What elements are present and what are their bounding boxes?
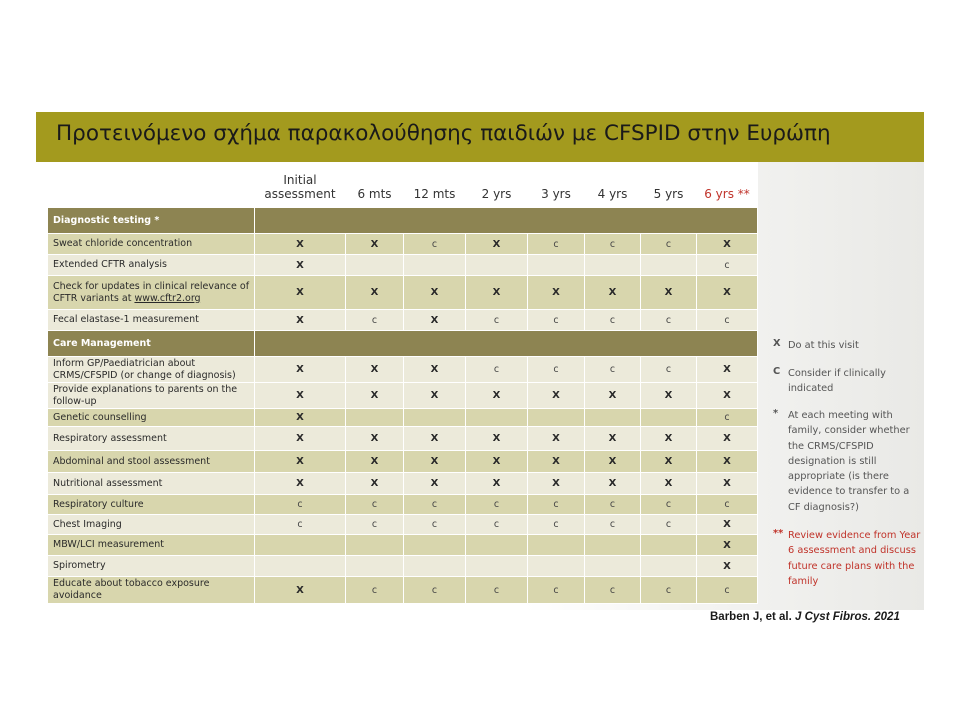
- table-cell: c: [528, 357, 585, 383]
- table-cell: X: [346, 473, 404, 495]
- table-cell: X: [404, 276, 466, 310]
- table-cell: X: [346, 357, 404, 383]
- column-header: 2 yrs: [466, 163, 528, 208]
- table-cell: X: [346, 383, 404, 409]
- table-cell: c: [346, 515, 404, 535]
- legend-text: At each meeting with family, consider whether the CRMS/CFSPID designation is still appropriate (is there evidence to transfer to a CF diagnosis?): [788, 410, 910, 513]
- table-cell: X: [697, 357, 758, 383]
- table-cell: c: [346, 495, 404, 515]
- table-cell: X: [404, 473, 466, 495]
- table-cell: X: [466, 383, 528, 409]
- table-cell: X: [404, 310, 466, 331]
- table-cell: X: [404, 427, 466, 451]
- table-cell: X: [697, 383, 758, 409]
- title-banner: [36, 112, 924, 162]
- section-header: Care Management: [48, 331, 255, 357]
- table-cell: [346, 409, 404, 427]
- table-row: [48, 276, 758, 310]
- table-cell: c: [404, 577, 466, 604]
- table-cell: X: [697, 234, 758, 255]
- table-cell: X: [697, 515, 758, 535]
- table-cell: c: [641, 310, 697, 331]
- legend-symbol: **: [773, 528, 784, 539]
- table-cell: X: [346, 427, 404, 451]
- row-label: Sweat chloride concentration: [48, 234, 255, 255]
- table-cell: X: [641, 383, 697, 409]
- table-cell: X: [585, 383, 641, 409]
- column-header: 3 yrs: [528, 163, 585, 208]
- table-cell: c: [255, 495, 346, 515]
- table-cell: [255, 535, 346, 556]
- row-label: Provide explanations to parents on the follow-up: [48, 383, 255, 409]
- column-header: 4 yrs: [585, 163, 641, 208]
- table-cell: [528, 535, 585, 556]
- legend-text: Review evidence from Year 6 assessment and discuss future care plans with the family: [788, 530, 921, 587]
- table-cell: [528, 409, 585, 427]
- citation: [710, 611, 900, 623]
- table-cell: X: [255, 357, 346, 383]
- column-header: 5 yrs: [641, 163, 697, 208]
- table-cell: [346, 535, 404, 556]
- table-cell: c: [466, 357, 528, 383]
- table-cell: c: [585, 515, 641, 535]
- table-row: [48, 357, 758, 383]
- table-cell: [466, 409, 528, 427]
- table-cell: X: [255, 255, 346, 276]
- table-cell: X: [697, 427, 758, 451]
- row-label: Educate about tobacco exposure avoidance: [48, 577, 255, 604]
- section-header: Diagnostic testing *: [48, 208, 255, 234]
- table-cell: X: [697, 535, 758, 556]
- column-header: 6 yrs **: [697, 163, 758, 208]
- table-cell: [641, 556, 697, 577]
- table-cell: X: [528, 276, 585, 310]
- legend-text: Consider if clinically indicated: [788, 368, 886, 395]
- table-cell: X: [697, 473, 758, 495]
- legend-symbol: *: [773, 408, 779, 419]
- table-cell: X: [255, 451, 346, 473]
- table-cell: [466, 255, 528, 276]
- citation-journal: J Cyst Fibros. 2021: [795, 611, 900, 623]
- table-cell: c: [528, 577, 585, 604]
- column-header: 12 mts: [404, 163, 466, 208]
- table-cell: [404, 255, 466, 276]
- cftr2-link[interactable]: www.cftr2.org: [134, 292, 201, 304]
- table-cell: c: [697, 409, 758, 427]
- table-cell: X: [466, 473, 528, 495]
- table-cell: c: [346, 577, 404, 604]
- table-cell: c: [404, 234, 466, 255]
- row-label: Check for updates in clinical relevance of CFTR variants at www.cftr2.org: [48, 276, 255, 310]
- table-cell: c: [585, 234, 641, 255]
- row-label: MBW/LCI measurement: [48, 535, 255, 556]
- table-cell: [346, 556, 404, 577]
- table-cell: [641, 409, 697, 427]
- table-cell: X: [404, 451, 466, 473]
- row-label: Nutritional assessment: [48, 473, 255, 495]
- table-cell: X: [585, 473, 641, 495]
- section-header-row: [48, 331, 758, 357]
- table-cell: c: [697, 577, 758, 604]
- table-cell: c: [528, 310, 585, 331]
- row-label: Respiratory assessment: [48, 427, 255, 451]
- table-cell: X: [641, 276, 697, 310]
- table-row: [48, 255, 758, 276]
- table-header-row: [48, 163, 758, 208]
- table-cell: c: [466, 310, 528, 331]
- legend-symbol: C: [773, 366, 781, 377]
- table-cell: [585, 556, 641, 577]
- column-header: 6 mts: [346, 163, 404, 208]
- row-label: Inform GP/Paediatrician about CRMS/CFSPID (or change of diagnosis): [48, 357, 255, 383]
- table-cell: c: [466, 495, 528, 515]
- section-header-fill: [255, 331, 758, 357]
- table-cell: X: [641, 451, 697, 473]
- table-cell: X: [466, 427, 528, 451]
- table-cell: c: [641, 357, 697, 383]
- table-cell: [466, 556, 528, 577]
- table-cell: X: [697, 451, 758, 473]
- table-cell: X: [697, 556, 758, 577]
- table-cell: X: [466, 451, 528, 473]
- table-cell: X: [641, 427, 697, 451]
- table-cell: c: [697, 495, 758, 515]
- table-cell: c: [585, 495, 641, 515]
- table-cell: [404, 409, 466, 427]
- row-label: Genetic counselling: [48, 409, 255, 427]
- table-cell: X: [585, 451, 641, 473]
- row-label: Abdominal and stool assessment: [48, 451, 255, 473]
- table-row: [48, 473, 758, 495]
- table-row: [48, 383, 758, 409]
- table-cell: X: [255, 427, 346, 451]
- table-cell: c: [585, 357, 641, 383]
- table-row: [48, 556, 758, 577]
- table-row: [48, 577, 758, 604]
- table-cell: [255, 556, 346, 577]
- table-row: [48, 234, 758, 255]
- table-cell: c: [404, 495, 466, 515]
- table-cell: X: [466, 234, 528, 255]
- table-cell: c: [585, 577, 641, 604]
- legend-symbol: X: [773, 338, 781, 349]
- table-cell: X: [404, 383, 466, 409]
- table-cell: X: [255, 383, 346, 409]
- table-cell: X: [346, 451, 404, 473]
- section-header-fill: [255, 208, 758, 234]
- table-cell: c: [641, 577, 697, 604]
- table-cell: X: [255, 276, 346, 310]
- table-row: [48, 535, 758, 556]
- table-cell: X: [585, 427, 641, 451]
- table-cell: [466, 535, 528, 556]
- row-label: Fecal elastase-1 measurement: [48, 310, 255, 331]
- table-cell: c: [697, 310, 758, 331]
- table-cell: c: [528, 515, 585, 535]
- table-cell: X: [528, 473, 585, 495]
- table-cell: c: [641, 234, 697, 255]
- table-cell: c: [697, 255, 758, 276]
- table-cell: [585, 535, 641, 556]
- table-row: [48, 495, 758, 515]
- follow-up-table: [47, 162, 758, 604]
- row-label: Respiratory culture: [48, 495, 255, 515]
- table-cell: [346, 255, 404, 276]
- table-row: [48, 515, 758, 535]
- table-cell: X: [528, 451, 585, 473]
- table-row: [48, 409, 758, 427]
- citation-authors: Barben J, et al.: [710, 611, 796, 623]
- table-cell: X: [697, 276, 758, 310]
- table-row: [48, 451, 758, 473]
- table-cell: c: [528, 495, 585, 515]
- table-row: [48, 427, 758, 451]
- table-cell: X: [466, 276, 528, 310]
- table-cell: X: [346, 234, 404, 255]
- section-header-row: [48, 208, 758, 234]
- table-cell: c: [346, 310, 404, 331]
- table-cell: c: [528, 234, 585, 255]
- table-cell: [585, 409, 641, 427]
- table-cell: X: [346, 276, 404, 310]
- table-cell: X: [528, 383, 585, 409]
- table-cell: X: [641, 473, 697, 495]
- table-cell: [528, 255, 585, 276]
- table-cell: c: [466, 515, 528, 535]
- table-cell: X: [255, 577, 346, 604]
- table-cell: c: [466, 577, 528, 604]
- table-cell: X: [255, 409, 346, 427]
- table-cell: X: [255, 310, 346, 331]
- table-cell: X: [255, 234, 346, 255]
- table-cell: X: [255, 473, 346, 495]
- table-cell: X: [528, 427, 585, 451]
- table-cell: c: [641, 495, 697, 515]
- table-cell: [528, 556, 585, 577]
- row-label: Spirometry: [48, 556, 255, 577]
- table-cell: c: [255, 515, 346, 535]
- slide-title: Προτεινόμενο σχήμα παρακολούθησης παιδιών με CFSPID στην Ευρώπη: [56, 121, 831, 146]
- row-label: Extended CFTR analysis: [48, 255, 255, 276]
- table-cell: [641, 255, 697, 276]
- table-cell: [641, 535, 697, 556]
- legend-text: Do at this visit: [788, 340, 859, 351]
- table-cell: c: [585, 310, 641, 331]
- header-corner: [48, 163, 255, 208]
- row-label: Chest Imaging: [48, 515, 255, 535]
- table-cell: [404, 535, 466, 556]
- table-cell: c: [404, 515, 466, 535]
- table-cell: X: [585, 276, 641, 310]
- table-cell: c: [641, 515, 697, 535]
- table-body: [48, 208, 758, 604]
- table-cell: X: [404, 357, 466, 383]
- column-header: Initial assessment: [255, 163, 346, 208]
- table-cell: [404, 556, 466, 577]
- table-row: [48, 310, 758, 331]
- table-cell: [585, 255, 641, 276]
